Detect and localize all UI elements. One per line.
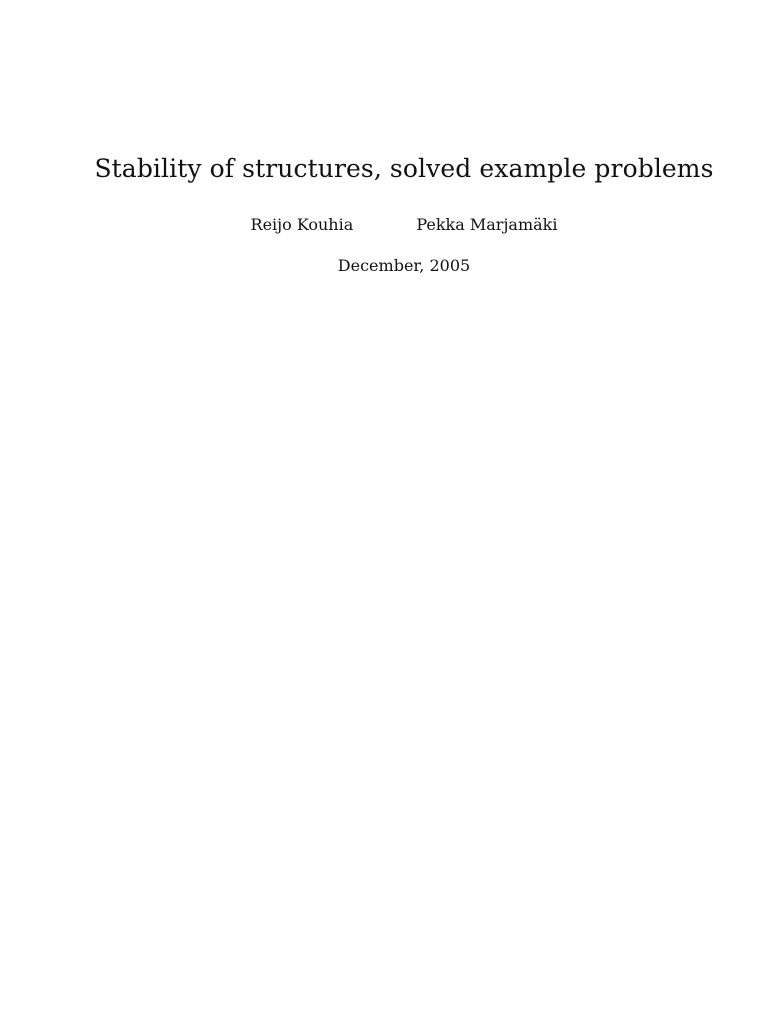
author-name: Pekka Marjamäki [416,215,558,234]
publication-date: December, 2005 [337,256,471,275]
author-name: Reijo Kouhia [250,215,354,234]
document-title: Stability of structures, solved example problems [94,154,714,183]
author-list [0,215,768,234]
